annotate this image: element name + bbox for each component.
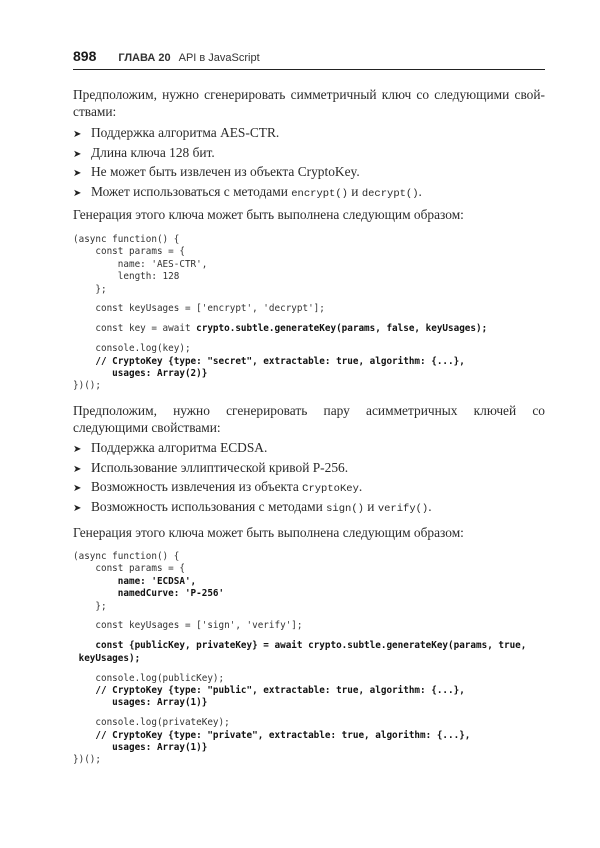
code-text: const {publicKey, privateKey} = await crypto.subtle.generateKey(params, true, bbox=[73, 640, 527, 652]
item-text: Не может быть извлечен из объекта CryptoKey. bbox=[91, 164, 360, 180]
code-line bbox=[73, 303, 487, 315]
code-line bbox=[73, 234, 487, 246]
code-line bbox=[73, 323, 487, 335]
code-line bbox=[73, 673, 526, 685]
code-text: usages: Array(1)} bbox=[73, 742, 208, 754]
list-item bbox=[73, 440, 545, 460]
code-text: const keyUsages = ['sign', 'verify']; bbox=[73, 620, 303, 632]
code-text: usages: Array(2)} bbox=[73, 368, 208, 380]
bullet-arrow-icon: ➤ bbox=[73, 463, 82, 475]
code-line bbox=[73, 717, 526, 729]
code-text: const keyUsages = ['encrypt', 'decrypt']; bbox=[73, 303, 325, 315]
bullet-arrow-icon: ➤ bbox=[73, 168, 82, 180]
item-text: . bbox=[358, 479, 363, 495]
code-block-1 bbox=[73, 234, 487, 393]
item-text: и bbox=[363, 498, 378, 514]
bullet-arrow-icon: ➤ bbox=[73, 444, 82, 455]
paragraph-1: Предположим, нужно сгенерировать симметричный ключ со следующими свой-ствами: bbox=[73, 87, 545, 119]
bullet-list-2 bbox=[73, 440, 545, 518]
code-line bbox=[73, 336, 487, 344]
item-text: . bbox=[428, 498, 432, 514]
code-text: // CryptoKey {type: "private", extractable: true, algorithm: {...}, bbox=[73, 729, 471, 741]
code-text: }; bbox=[73, 283, 107, 295]
list-item bbox=[73, 460, 545, 480]
item-text: Поддержка алгоритма ECDSA. bbox=[91, 440, 268, 455]
bullet-arrow-icon: ➤ bbox=[73, 187, 82, 199]
code-line bbox=[73, 653, 526, 665]
bullet-arrow-icon: ➤ bbox=[73, 502, 82, 514]
code-line bbox=[73, 697, 526, 709]
code-line bbox=[73, 368, 487, 380]
inline-code: sign() bbox=[326, 502, 364, 515]
code-text: // CryptoKey {type: "secret", extractable: true, algorithm: {...}, bbox=[73, 355, 465, 367]
inline-code: CryptoKey bbox=[302, 483, 359, 496]
code-line bbox=[73, 343, 487, 355]
item-text: Поддержка алгоритма AES-CTR. bbox=[91, 125, 280, 140]
bullet-arrow-icon: ➤ bbox=[73, 483, 82, 495]
code-block-2 bbox=[73, 551, 526, 767]
code-text: namedCurve: 'P-256' bbox=[73, 588, 225, 600]
code-text: crypto.subtle.generateKey(params, false, keyUsages); bbox=[196, 323, 488, 335]
list-item-text bbox=[91, 125, 279, 141]
list-item-text bbox=[91, 479, 362, 495]
bullet-arrow-icon: ➤ bbox=[73, 148, 82, 160]
item-text: Длина ключа 128 бит. bbox=[91, 144, 215, 160]
code-line bbox=[73, 601, 526, 613]
bullet-list-1 bbox=[73, 125, 545, 203]
code-line bbox=[73, 633, 526, 641]
paragraph-3: Предположим, нужно сгенерировать пару асимметричных ключей со следующими свойствами: bbox=[73, 403, 545, 435]
list-item-text bbox=[91, 164, 360, 180]
list-item-text bbox=[91, 145, 215, 161]
code-line bbox=[73, 640, 526, 652]
code-line bbox=[73, 296, 487, 304]
code-text: // CryptoKey {type: "public", extractable: true, algorithm: {...}, bbox=[73, 685, 465, 697]
code-line bbox=[73, 316, 487, 324]
paragraph-4: Генерация этого ключа может быть выполнена следующим образом: bbox=[73, 525, 464, 540]
item-text: . bbox=[418, 183, 422, 199]
list-item bbox=[73, 479, 545, 499]
list-item-text bbox=[91, 184, 422, 200]
item-text: Возможность извлечения из объекта bbox=[91, 479, 303, 495]
code-line bbox=[73, 356, 487, 368]
code-text: console.log(privateKey); bbox=[73, 717, 230, 729]
item-text: Может использоваться с методами bbox=[91, 183, 292, 199]
code-text: (async function() { bbox=[73, 551, 180, 562]
code-line bbox=[73, 742, 526, 754]
code-text: console.log(key); bbox=[73, 343, 191, 355]
item-text: и bbox=[347, 183, 362, 199]
list-item bbox=[73, 164, 545, 184]
list-item bbox=[73, 125, 545, 145]
paragraph-2: Генерация этого ключа может быть выполнена следующим образом: bbox=[73, 207, 464, 222]
code-text: length: 128 bbox=[73, 271, 180, 283]
code-text: const params = { bbox=[73, 246, 185, 258]
code-text: }; bbox=[73, 600, 107, 612]
code-line bbox=[73, 563, 526, 575]
code-text: name: 'ECDSA', bbox=[73, 575, 197, 587]
running-header bbox=[73, 48, 260, 64]
code-text: name: 'AES-CTR', bbox=[73, 258, 208, 270]
code-text: console.log(publicKey); bbox=[73, 672, 225, 684]
code-text: })(); bbox=[73, 380, 101, 392]
code-line bbox=[73, 588, 526, 600]
code-line bbox=[73, 284, 487, 296]
code-line bbox=[73, 259, 487, 271]
list-item-text bbox=[91, 440, 267, 456]
list-item bbox=[73, 145, 545, 165]
code-text: const params = { bbox=[73, 563, 185, 575]
code-line bbox=[73, 246, 487, 258]
inline-code: encrypt() bbox=[291, 187, 348, 200]
page-number: 898 bbox=[73, 48, 97, 64]
inline-code: verify() bbox=[377, 502, 429, 515]
list-item-text bbox=[91, 499, 432, 515]
code-line bbox=[73, 754, 526, 766]
code-text: })(); bbox=[73, 754, 101, 766]
code-line bbox=[73, 710, 526, 718]
code-line bbox=[73, 551, 526, 563]
inline-code: decrypt() bbox=[361, 187, 419, 200]
code-text: (async function() { bbox=[73, 234, 180, 245]
list-item bbox=[73, 184, 545, 204]
header-rule bbox=[73, 69, 545, 70]
item-text: Использование эллиптической кривой P-256. bbox=[91, 459, 349, 475]
code-line bbox=[73, 380, 487, 392]
chapter-label: ГЛАВА 20 bbox=[118, 52, 171, 64]
code-text: keyUsages); bbox=[73, 652, 141, 664]
list-item bbox=[73, 499, 545, 519]
bullet-arrow-icon: ➤ bbox=[73, 129, 82, 140]
code-line bbox=[73, 620, 526, 632]
chapter-title: API в JavaScript bbox=[178, 52, 260, 64]
code-line bbox=[73, 576, 526, 588]
code-text: const key = await bbox=[73, 323, 197, 335]
code-line bbox=[73, 685, 526, 697]
code-line bbox=[73, 271, 487, 283]
code-line bbox=[73, 665, 526, 673]
item-text: Возможность использования с методами bbox=[91, 498, 327, 514]
list-item-text bbox=[91, 460, 348, 476]
code-line bbox=[73, 730, 526, 742]
code-text: usages: Array(1)} bbox=[73, 697, 208, 709]
code-line bbox=[73, 613, 526, 621]
